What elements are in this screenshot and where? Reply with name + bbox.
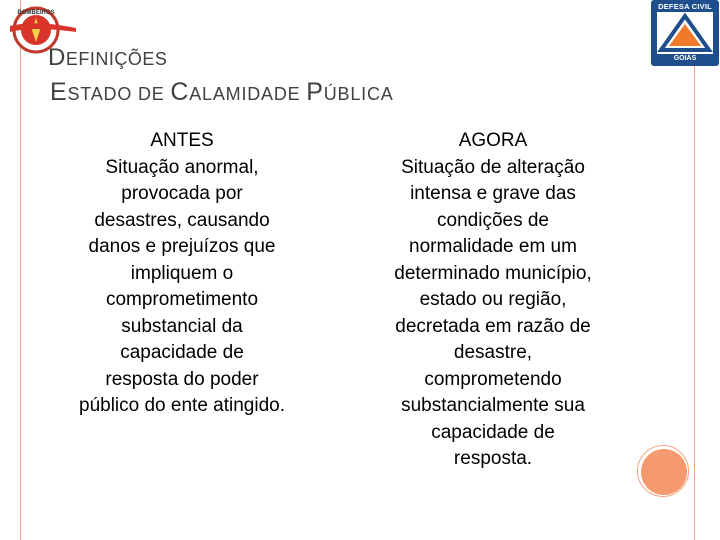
column-antes-heading: ANTES	[150, 130, 214, 151]
title-rest: EFINIÇÕES	[65, 49, 168, 69]
slide-title-line1	[48, 44, 167, 72]
title2-part-0: E	[50, 78, 68, 106]
defesa-civil-logo-title: DEFESA CIVIL	[658, 2, 712, 11]
bombeiros-logo-text: BOMBEIROS	[17, 10, 55, 16]
slide-title-line2	[50, 78, 394, 107]
column-agora-heading: AGORA	[458, 130, 528, 151]
column-agora	[348, 128, 638, 473]
column-agora-body: Situação de alteração intensa e grave das condições de normalidade em um determinado município, estado ou região, decretada em razão de desastre, comprometendo substancialmente sua capacidade de resposta.	[394, 156, 592, 469]
title-initial: D	[48, 44, 66, 71]
slide-border-left	[20, 0, 21, 540]
column-antes	[52, 128, 312, 420]
column-antes-body: Situação anormal, provocada por desastres, causando danos e prejuízos que impliquem o comprometimento substancial da capacidade de resposta do poder público do ente atingido.	[79, 156, 285, 416]
defesa-civil-logo	[651, 0, 719, 66]
slide-border-right	[694, 0, 695, 540]
title2-part-2: C	[170, 78, 190, 106]
defesa-civil-logo-state: GOIÁS	[673, 55, 697, 62]
decorative-circle	[641, 449, 687, 495]
defesa-civil-emblem-icon	[657, 12, 713, 54]
title2-part-5: ÚBLICA	[323, 84, 394, 104]
title2-part-4: P	[306, 78, 324, 106]
title2-part-1: STADO DE	[67, 84, 171, 104]
title2-part-3: ALAMIDADE	[189, 84, 307, 104]
